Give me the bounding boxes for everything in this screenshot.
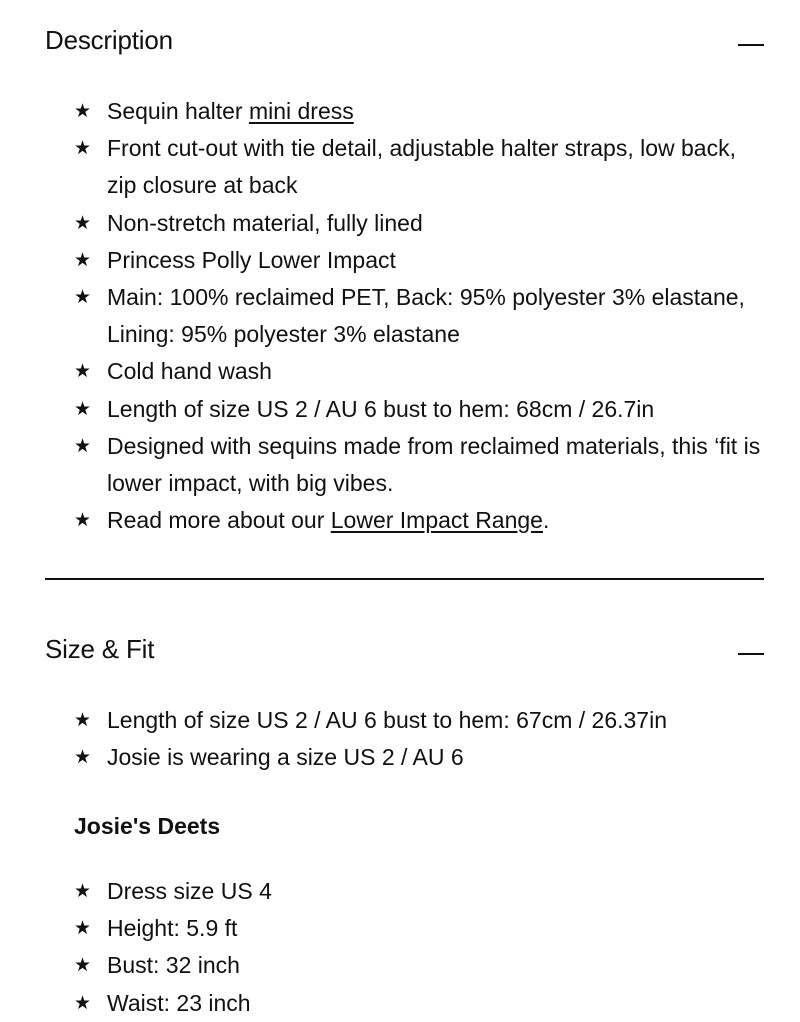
star-icon: ★: [74, 360, 92, 383]
list-item: [74, 947, 764, 984]
list-item: [74, 93, 764, 130]
deets-list: [74, 873, 764, 1022]
list-item-text: Josie is wearing a size US 2 / AU 6: [107, 744, 464, 771]
list-item-text: Front cut-out with tie detail, adjustable halter straps, low back, zip closure at back: [107, 135, 736, 199]
star-icon: ★: [74, 100, 92, 122]
list-item: [74, 702, 764, 739]
list-item-text: Non-stretch material, fully lined: [107, 209, 423, 236]
josies-deets-heading: Josie's Deets: [74, 813, 221, 839]
section-divider: [45, 578, 764, 580]
star-icon: ★: [74, 991, 92, 1014]
list-item-text: Sequin halter: [107, 98, 249, 124]
list-item-text: Length of size US 2 / AU 6 bust to hem: 68cm / 26.7in: [107, 395, 655, 422]
list-item: ★ Read more about our Lower Impact Range.: [74, 502, 764, 539]
list-item: [74, 873, 764, 910]
list-item-text: Read more about our: [107, 507, 331, 534]
star-icon: ★: [74, 434, 92, 457]
list-item-text: Designed with sequins made from reclaimed materials, this ‘fit is lower impact, with big vibes.: [107, 432, 761, 497]
list-item-text: Princess Polly Lower Impact: [107, 246, 396, 273]
star-icon: ★: [74, 397, 92, 420]
minus-icon[interactable]: [738, 44, 764, 46]
size-fit-title: Size & Fit: [45, 633, 155, 664]
star-icon: ★: [74, 954, 92, 977]
list-item: [74, 242, 764, 279]
star-icon: ★: [74, 917, 92, 940]
mini-dress-link[interactable]: mini dress: [248, 98, 354, 124]
size-fit-list: [74, 702, 764, 776]
list-item-text: Length of size US 2 / AU 6 bust to hem: 67cm / 26.37in: [107, 707, 667, 733]
list-item: [74, 985, 764, 1022]
star-icon: ★: [74, 880, 92, 902]
list-item-text: Cold hand wash: [107, 358, 272, 385]
star-icon: ★: [74, 137, 92, 160]
lower-impact-range-link[interactable]: Lower Impact Range: [330, 507, 543, 534]
list-item-text: Height: 5.9 ft: [107, 915, 238, 942]
list-item: [74, 130, 764, 204]
list-item: [74, 353, 764, 390]
star-icon: ★: [74, 211, 92, 234]
list-item: [74, 428, 764, 502]
list-item: [74, 279, 764, 353]
list-item-text: Bust: 32 inch: [107, 952, 240, 979]
size-fit-header[interactable]: [45, 629, 764, 669]
description-list: [74, 93, 764, 539]
star-icon: ★: [74, 248, 92, 271]
minus-icon[interactable]: [738, 653, 764, 655]
list-item: [74, 739, 764, 776]
list-item-text: Dress size US 4: [107, 878, 272, 904]
description-header[interactable]: [45, 20, 764, 60]
description-title: Description: [45, 24, 173, 55]
star-icon: ★: [74, 286, 92, 309]
list-item-text: Main: 100% reclaimed PET, Back: 95% polyester 3% elastane, Lining: 95% polyester 3% elastane: [107, 284, 745, 348]
star-icon: ★: [74, 746, 92, 769]
list-item: [74, 391, 764, 428]
list-item: [74, 205, 764, 242]
list-item: [74, 910, 764, 947]
star-icon: ★: [74, 709, 92, 731]
list-item-text: Waist: 23 inch: [107, 989, 251, 1016]
star-icon: ★: [74, 509, 92, 532]
